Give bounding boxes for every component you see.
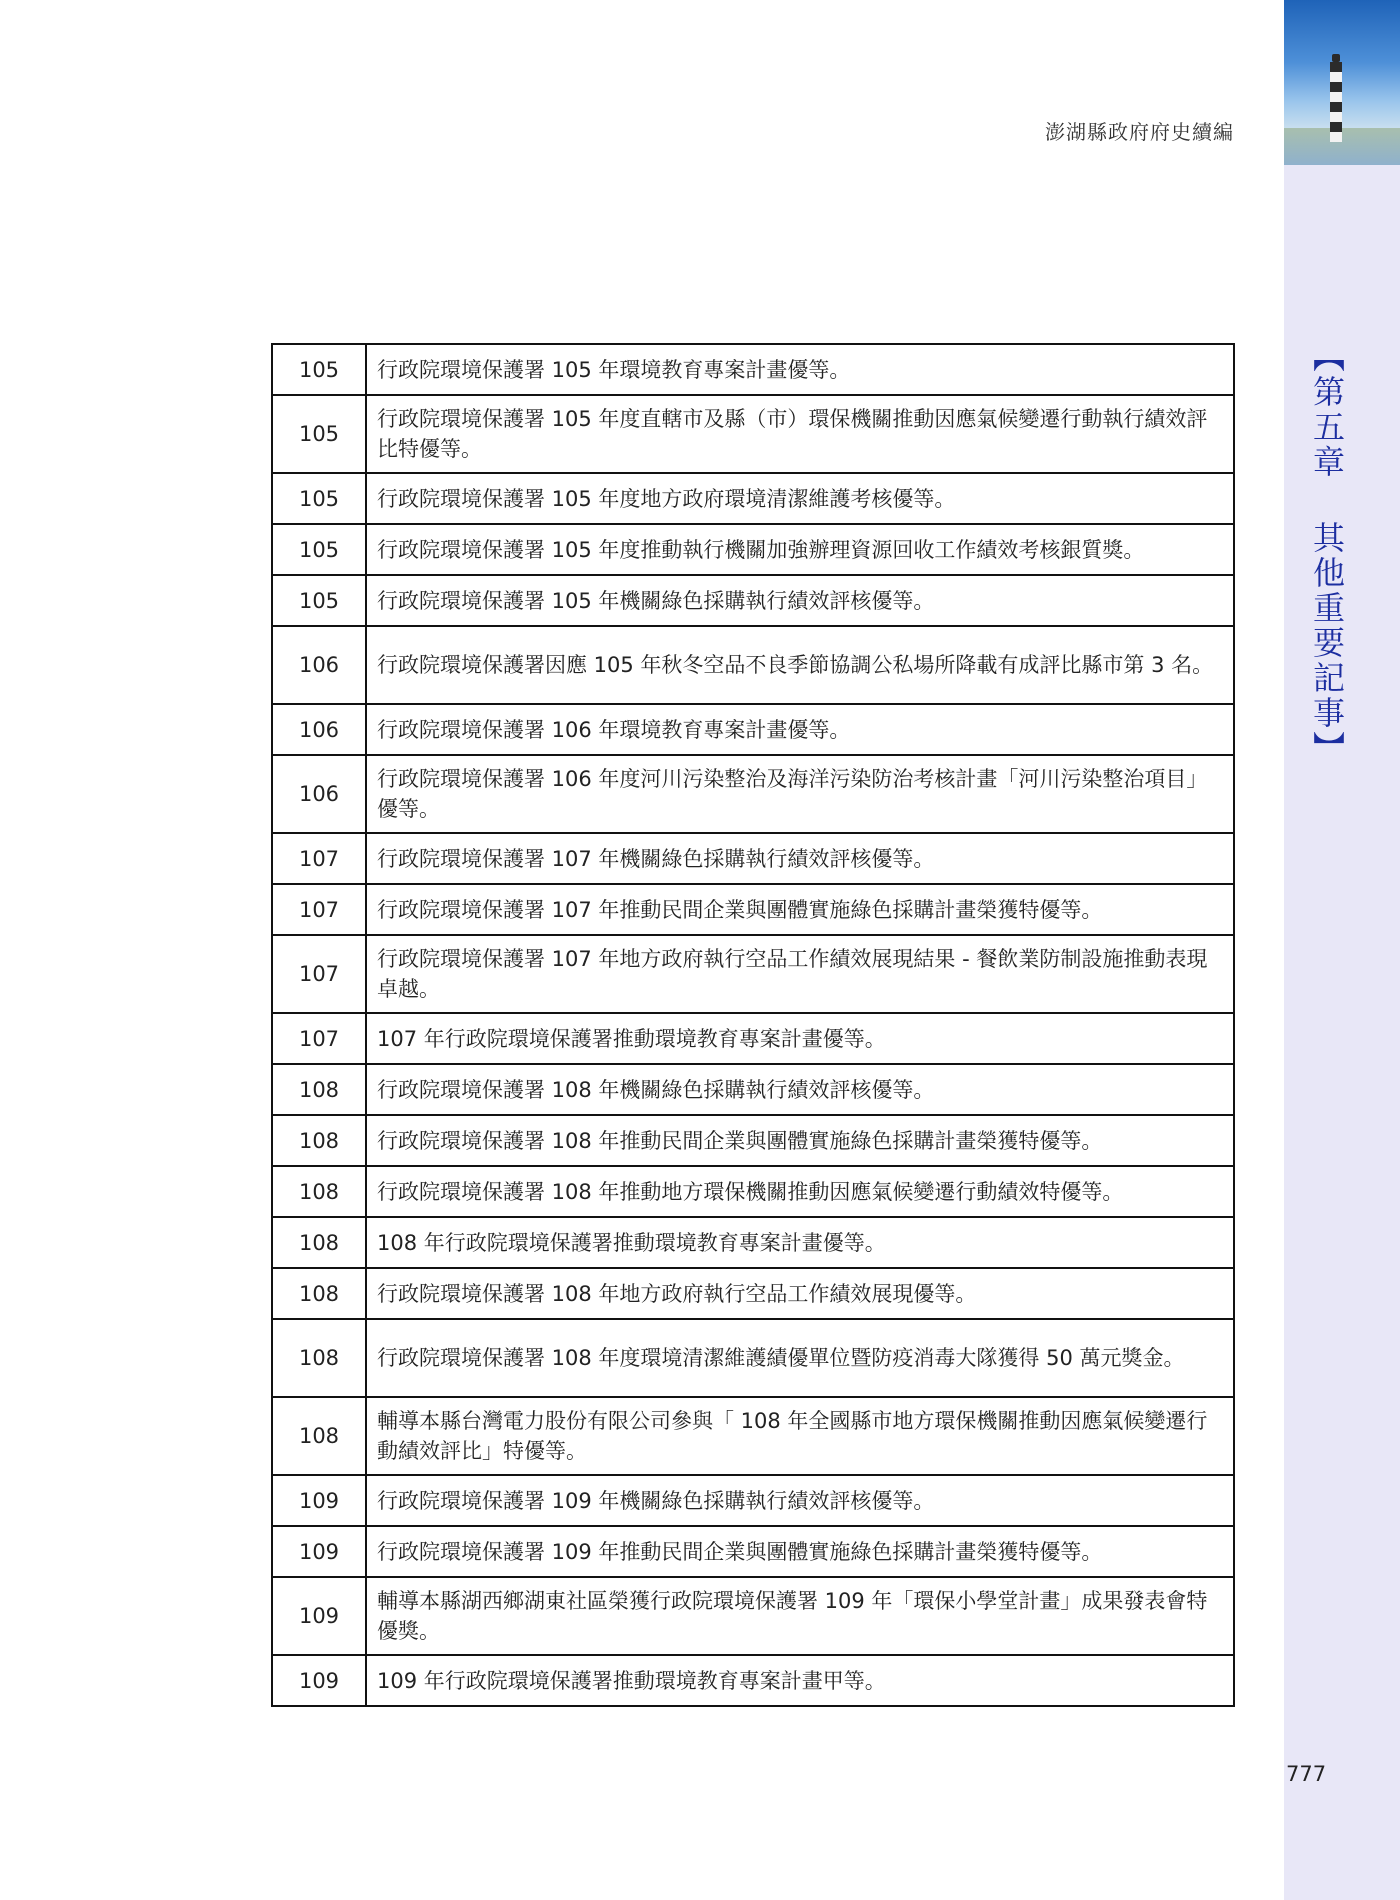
year-cell: 105 — [272, 473, 366, 524]
description-cell: 行政院環境保護署 106 年度河川污染整治及海洋污染防治考核計畫「河川污染整治項目」優等。 — [366, 755, 1234, 833]
year-cell: 107 — [272, 833, 366, 884]
table-row — [272, 884, 1234, 935]
description-cell: 行政院環境保護署 109 年推動民間企業與團體實施綠色採購計畫榮獲特優等。 — [366, 1526, 1234, 1577]
year-cell: 108 — [272, 1217, 366, 1268]
year-cell: 107 — [272, 1013, 366, 1064]
description-cell: 行政院環境保護署 108 年推動地方環保機關推動因應氣候變遷行動績效特優等。 — [366, 1166, 1234, 1217]
year-cell: 106 — [272, 755, 366, 833]
table-row — [272, 1526, 1234, 1577]
description-cell: 行政院環境保護署 109 年機關綠色採購執行績效評核優等。 — [366, 1475, 1234, 1526]
year-cell: 108 — [272, 1268, 366, 1319]
description-cell: 109 年行政院環境保護署推動環境教育專案計畫甲等。 — [366, 1655, 1234, 1706]
description-cell: 107 年行政院環境保護署推動環境教育專案計畫優等。 — [366, 1013, 1234, 1064]
table-row — [272, 1655, 1234, 1706]
year-cell: 106 — [272, 704, 366, 755]
year-cell: 107 — [272, 884, 366, 935]
table-row — [272, 1064, 1234, 1115]
year-cell: 105 — [272, 395, 366, 473]
year-cell: 108 — [272, 1115, 366, 1166]
description-cell: 行政院環境保護署 108 年推動民間企業與團體實施綠色採購計畫榮獲特優等。 — [366, 1115, 1234, 1166]
table-row — [272, 626, 1234, 704]
year-cell: 109 — [272, 1526, 366, 1577]
table-row — [272, 1013, 1234, 1064]
page-number: 777 — [1286, 1762, 1327, 1786]
year-cell: 107 — [272, 935, 366, 1013]
lighthouse-icon — [1330, 62, 1342, 142]
table-row — [272, 344, 1234, 395]
year-cell: 108 — [272, 1166, 366, 1217]
chapter-title: 【第五章 其他重要記事】 — [1308, 340, 1346, 766]
table-row — [272, 395, 1234, 473]
description-cell: 行政院環境保護署 107 年地方政府執行空品工作績效展現結果 - 餐飲業防制設施推動表現卓越。 — [366, 935, 1234, 1013]
year-cell: 105 — [272, 524, 366, 575]
description-cell: 行政院環境保護署 108 年度環境清潔維護績優單位暨防疫消毒大隊獲得 50 萬元獎金。 — [366, 1319, 1234, 1397]
description-cell: 行政院環境保護署 107 年推動民間企業與團體實施綠色採購計畫榮獲特優等。 — [366, 884, 1234, 935]
description-cell: 行政院環境保護署 105 年度推動執行機關加強辦理資源回收工作績效考核銀質獎。 — [366, 524, 1234, 575]
running-head: 澎湖縣政府府史續編 — [1045, 120, 1234, 144]
year-cell: 109 — [272, 1475, 366, 1526]
table-row — [272, 704, 1234, 755]
year-cell: 105 — [272, 344, 366, 395]
year-cell: 106 — [272, 626, 366, 704]
description-cell: 行政院環境保護署 105 年機關綠色採購執行績效評核優等。 — [366, 575, 1234, 626]
table-row — [272, 1217, 1234, 1268]
year-cell: 108 — [272, 1064, 366, 1115]
table-row — [272, 935, 1234, 1013]
description-cell: 行政院環境保護署 108 年機關綠色採購執行績效評核優等。 — [366, 1064, 1234, 1115]
description-cell: 輔導本縣湖西鄉湖東社區榮獲行政院環境保護署 109 年「環保小學堂計畫」成果發表會特優獎。 — [366, 1577, 1234, 1655]
year-cell: 109 — [272, 1655, 366, 1706]
table-row — [272, 575, 1234, 626]
table-row — [272, 1577, 1234, 1655]
year-cell: 108 — [272, 1397, 366, 1475]
records-table — [271, 343, 1235, 1707]
description-cell: 行政院環境保護署 105 年環境教育專案計畫優等。 — [366, 344, 1234, 395]
lighthouse-photo — [1284, 0, 1400, 165]
table-row — [272, 473, 1234, 524]
description-cell: 行政院環境保護署 106 年環境教育專案計畫優等。 — [366, 704, 1234, 755]
description-cell: 行政院環境保護署 108 年地方政府執行空品工作績效展現優等。 — [366, 1268, 1234, 1319]
description-cell: 108 年行政院環境保護署推動環境教育專案計畫優等。 — [366, 1217, 1234, 1268]
chapter-sidebar — [1284, 0, 1400, 1900]
table-row — [272, 1475, 1234, 1526]
table-row — [272, 524, 1234, 575]
description-cell: 行政院環境保護署 107 年機關綠色採購執行績效評核優等。 — [366, 833, 1234, 884]
year-cell: 109 — [272, 1577, 366, 1655]
description-cell: 行政院環境保護署因應 105 年秋冬空品不良季節協調公私場所降載有成評比縣市第 3 名。 — [366, 626, 1234, 704]
table-row — [272, 1268, 1234, 1319]
table-row — [272, 1319, 1234, 1397]
year-cell: 108 — [272, 1319, 366, 1397]
table-row — [272, 1166, 1234, 1217]
description-cell: 行政院環境保護署 105 年度地方政府環境清潔維護考核優等。 — [366, 473, 1234, 524]
table-row — [272, 755, 1234, 833]
description-cell: 輔導本縣台灣電力股份有限公司參與「 108 年全國縣市地方環保機關推動因應氣候變遷行 動績效評比」特優等。 — [366, 1397, 1234, 1475]
table-row — [272, 833, 1234, 884]
table-row — [272, 1115, 1234, 1166]
table-row — [272, 1397, 1234, 1475]
description-cell: 行政院環境保護署 105 年度直轄市及縣（市）環保機關推動因應氣候變遷行動執行績效評比特優等。 — [366, 395, 1234, 473]
year-cell: 105 — [272, 575, 366, 626]
